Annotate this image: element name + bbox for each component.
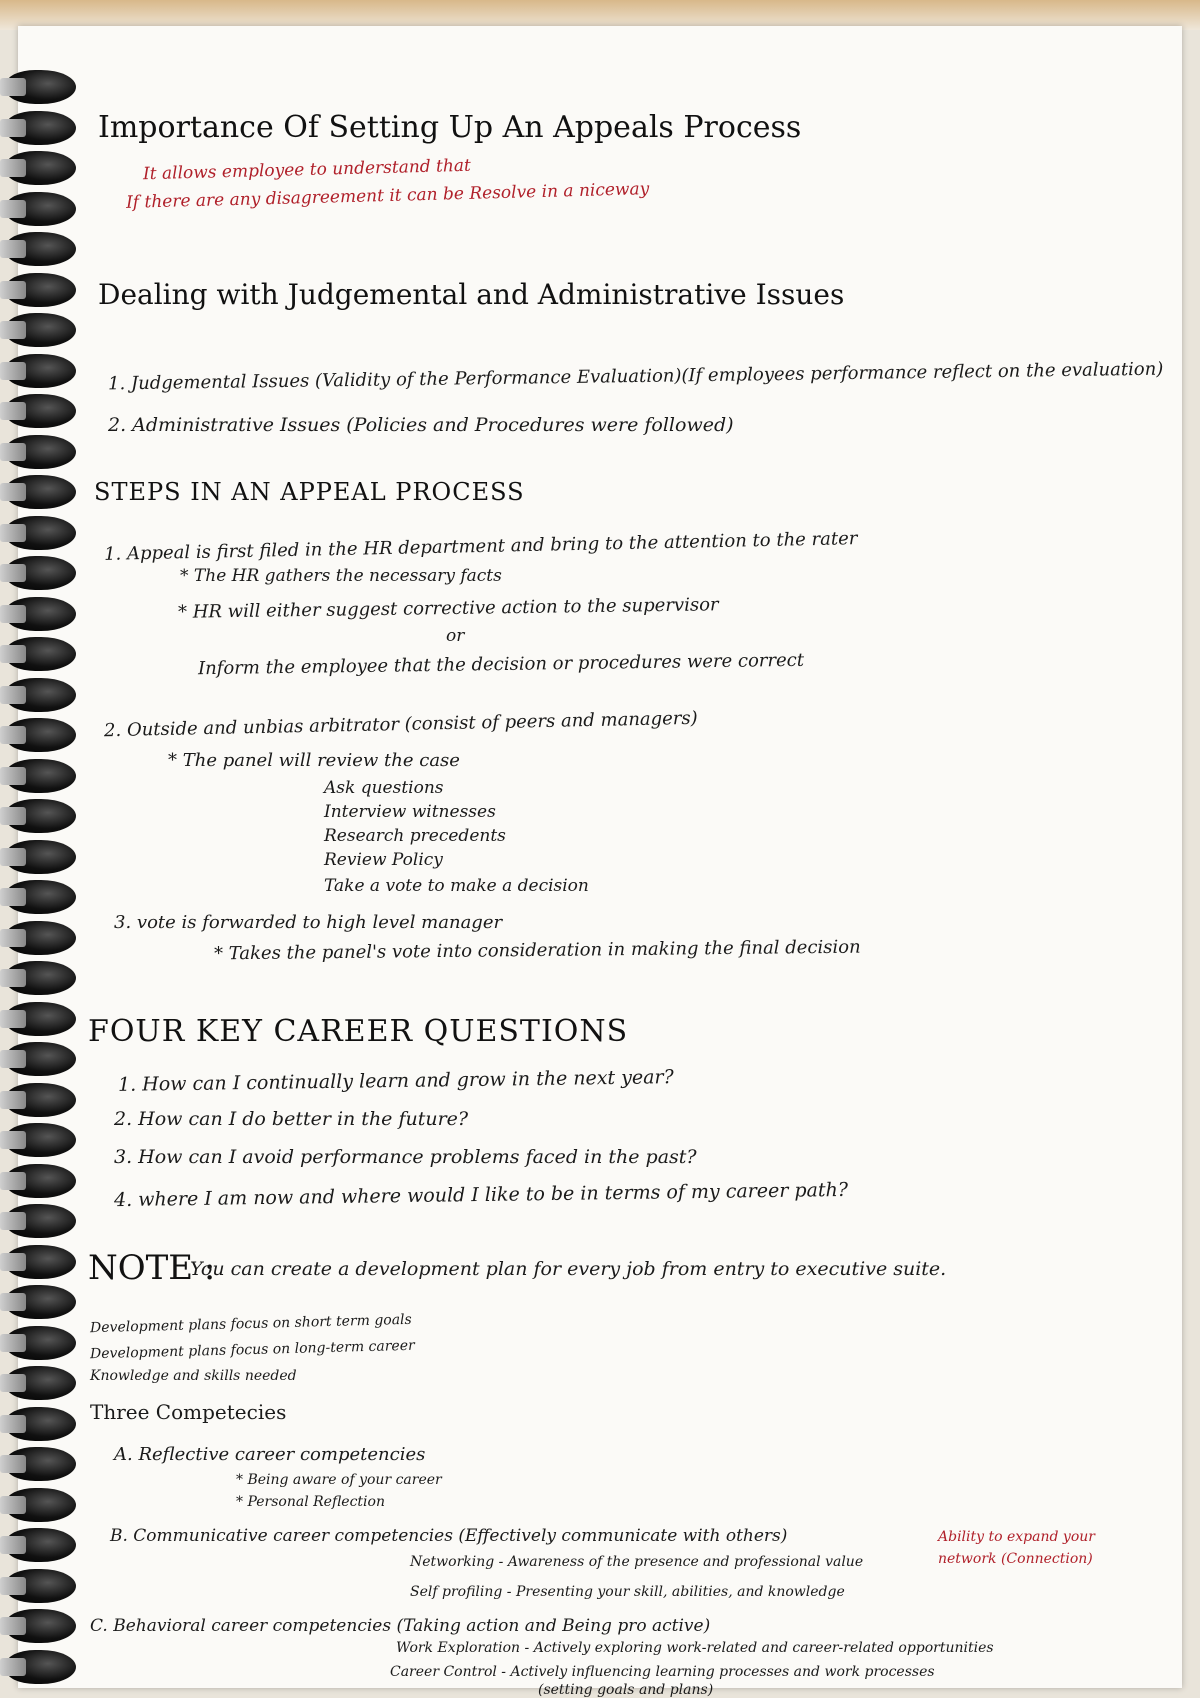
spiral-ring (6, 1002, 76, 1036)
spiral-ring (6, 1164, 76, 1198)
appeals-note-line-1: It allows employee to understand that (142, 155, 472, 185)
spiral-ring (6, 111, 76, 145)
competency-reflective-bullet-2: * Personal Reflection (236, 1494, 385, 1510)
spiral-ring (6, 435, 76, 469)
spiral-ring (6, 880, 76, 914)
spiral-ring (6, 1407, 76, 1441)
competency-reflective-bullet-1: * Being aware of your career (236, 1472, 442, 1488)
development-line-2: Development plans focus on long-term career (89, 1337, 415, 1363)
spiral-ring (6, 1528, 76, 1562)
development-line-3: Knowledge and skills needed (90, 1368, 297, 1384)
spiral-ring (6, 1285, 76, 1319)
step-1-bullet-b: * HR will either suggest corrective action to the supervisor (177, 594, 719, 623)
competency-behavioral-career-control-cont: (setting goals and plans) (538, 1682, 714, 1698)
spiral-ring (6, 475, 76, 509)
step-1-bullet-a: * The HR gathers the necessary facts (180, 566, 502, 586)
spiral-ring (6, 516, 76, 550)
spiral-ring (6, 1083, 76, 1117)
spiral-ring (6, 556, 76, 590)
spiral-ring (6, 1488, 76, 1522)
competency-behavioral-career-control: Career Control - Actively influencing learning processes and work processes (390, 1664, 935, 1680)
spiral-ring (6, 313, 76, 347)
note-text: You can create a development plan for every job from entry to executive suite. (190, 1258, 947, 1280)
spiral-ring (6, 1245, 76, 1279)
spiral-ring (6, 1569, 76, 1603)
heading-judgemental-administrative: Dealing with Judgemental and Administrative Issues (98, 278, 845, 311)
step-3: 3. vote is forwarded to high level manager (114, 912, 503, 933)
appeals-note-line-2: If there are any disagreement it can be Resolve in a niceway (125, 179, 650, 213)
heading-steps-appeal-process: STEPS IN AN APPEAL PROCESS (94, 478, 525, 506)
spiral-ring (6, 840, 76, 874)
spiral-ring (6, 921, 76, 955)
issue-administrative: 2. Administrative Issues (Policies and Procedures were followed) (108, 414, 734, 436)
development-line-1: Development plans focus on short term goals (89, 1311, 412, 1337)
step-2-item-review-policy: Review Policy (324, 850, 443, 870)
spiral-ring (6, 799, 76, 833)
spiral-ring (6, 1447, 76, 1481)
spiral-ring (6, 1366, 76, 1400)
spiral-ring (6, 1326, 76, 1360)
spiral-ring (6, 1204, 76, 1238)
spiral-ring (6, 1123, 76, 1157)
competency-behavioral-work-exploration: Work Exploration - Actively exploring work-related and career-related opportunities (396, 1640, 994, 1656)
step-1-bullet-c: Inform the employee that the decision or procedures were correct (197, 649, 805, 680)
heading-three-competencies: Three Competecies (90, 1400, 287, 1424)
spiral-ring (6, 678, 76, 712)
competency-communicative-networking: Networking - Awareness of the presence and professional value (410, 1554, 864, 1570)
heading-appeals-process: Importance Of Setting Up An Appeals Process (98, 110, 802, 145)
note-label: NOTE : (88, 1248, 216, 1288)
step-2-item-questions: Ask questions (324, 778, 444, 798)
spiral-ring (6, 354, 76, 388)
career-question-2: 2. How can I do better in the future? (114, 1108, 469, 1130)
step-3-bullet-a: * Takes the panel's vote into consideration in making the final decision (213, 936, 861, 965)
step-2-bullet-a: * The panel will review the case (168, 750, 460, 771)
spiral-ring (6, 759, 76, 793)
career-question-1: 1. How can I continually learn and grow in the next year? (117, 1066, 674, 1096)
spiral-ring (6, 151, 76, 185)
spiral-ring (6, 232, 76, 266)
competency-reflective: A. Reflective career competencies (114, 1444, 426, 1465)
spiral-ring (6, 1650, 76, 1684)
spiral-ring (6, 192, 76, 226)
spiral-ring (6, 597, 76, 631)
networking-side-note: Ability to expand your network (Connection) (938, 1529, 1095, 1567)
spiral-ring (6, 637, 76, 671)
competency-communicative: B. Communicative career competencies (Effectively communicate with others) (110, 1526, 788, 1546)
career-question-4: 4. where I am now and where would I like to be in terms of my career path? (113, 1178, 849, 1212)
career-question-3: 3. How can I avoid performance problems faced in the past? (114, 1146, 697, 1168)
step-2-item-vote: Take a vote to make a decision (324, 876, 589, 896)
step-1-or: or (446, 626, 465, 646)
competency-communicative-self-profiling: Self profiling - Presenting your skill, abilities, and knowledge (410, 1584, 845, 1600)
spiral-ring (6, 273, 76, 307)
competency-behavioral: C. Behavioral career competencies (Taking action and Being pro active) (90, 1616, 711, 1636)
step-1: 1. Appeal is first filed in the HR department and bring to the attention to the rater (103, 528, 858, 565)
step-2: 2. Outside and unbias arbitrator (consist of peers and managers) (103, 707, 698, 742)
spiral-ring (6, 394, 76, 428)
step-2-item-interview: Interview witnesses (324, 802, 496, 822)
spiral-binding (0, 30, 78, 1696)
spiral-ring (6, 961, 76, 995)
spiral-ring (6, 718, 76, 752)
spiral-ring (6, 1042, 76, 1076)
spiral-ring (6, 1609, 76, 1643)
notebook-page (18, 26, 1182, 1698)
step-2-item-research: Research precedents (324, 826, 506, 846)
issue-judgemental: 1. Judgemental Issues (Validity of the Performance Evaluation)(If employees performance reflect on the evaluation) (107, 358, 1164, 395)
heading-four-key-career-questions: FOUR KEY CAREER QUESTIONS (88, 1014, 629, 1049)
spiral-ring (6, 70, 76, 104)
